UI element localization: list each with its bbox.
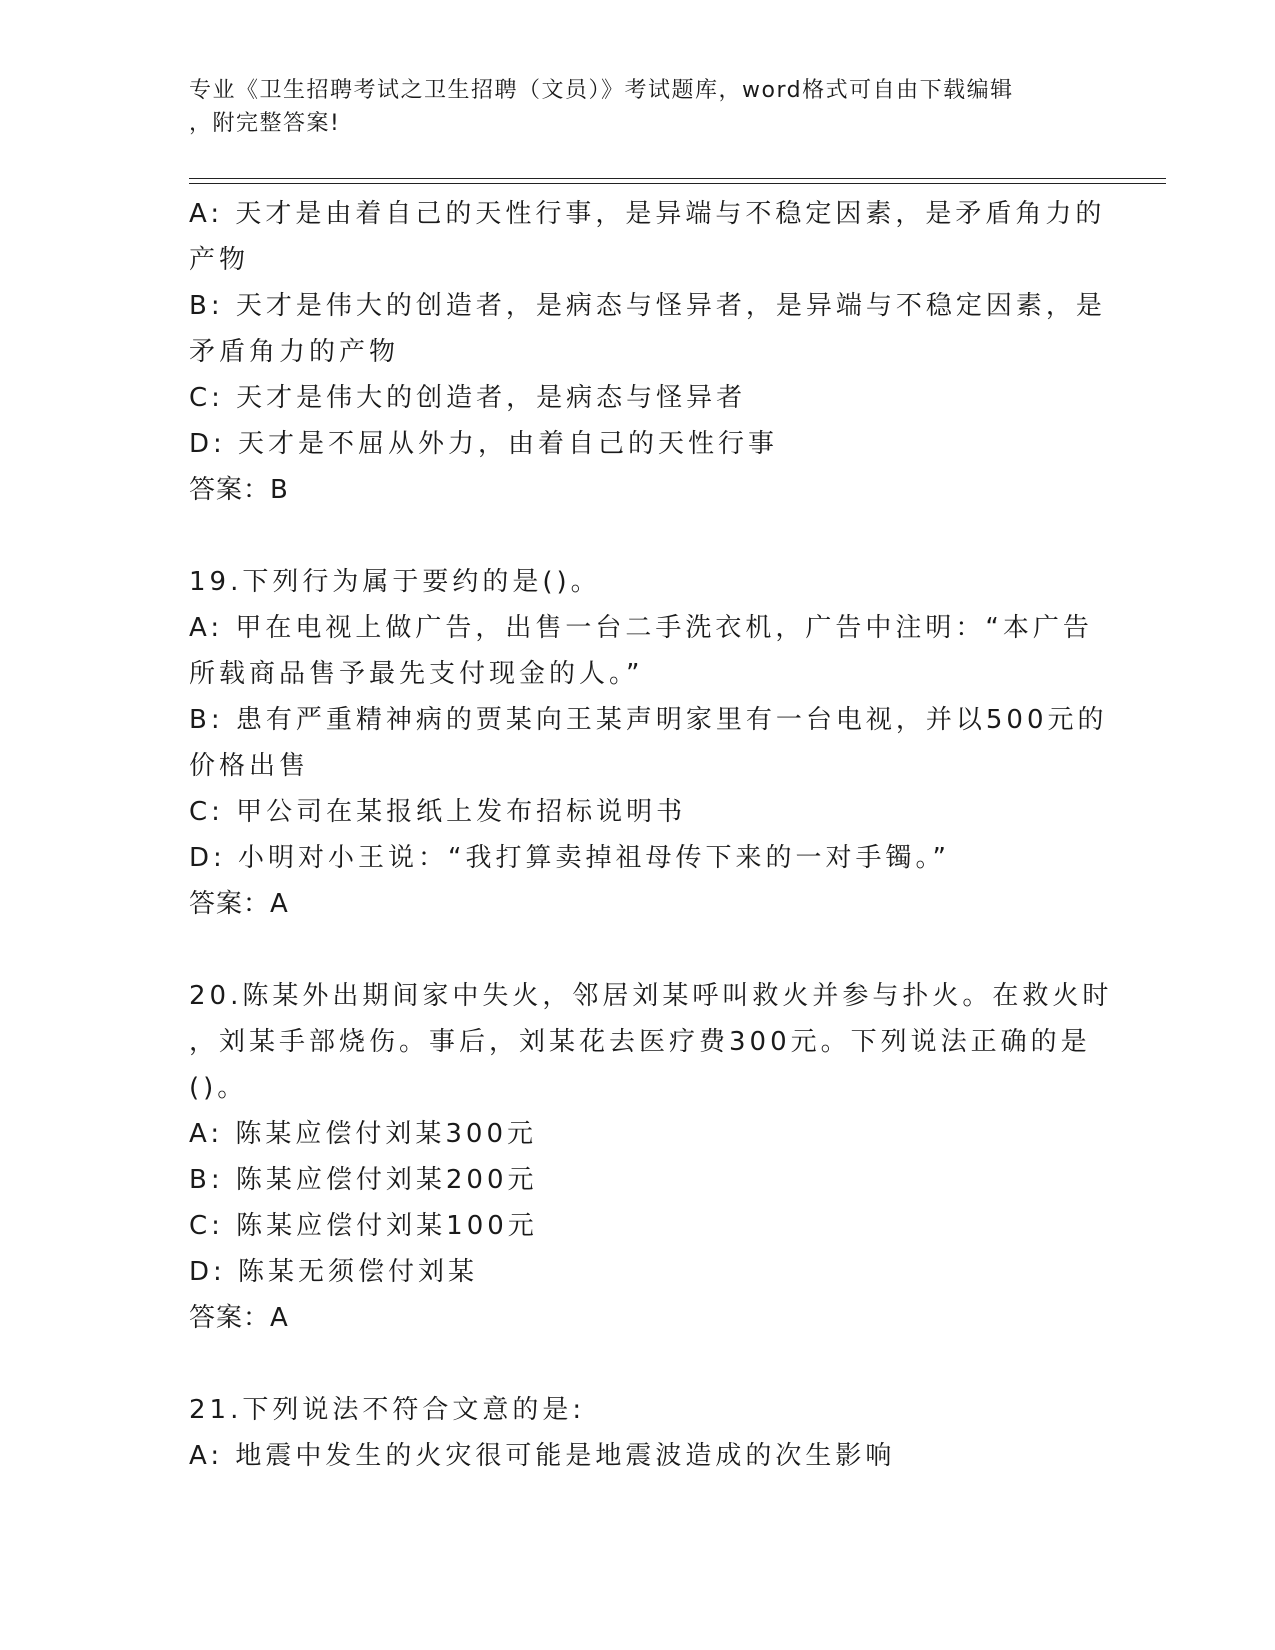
option-b-line-2: 价格出售 — [189, 751, 310, 781]
option-b-line-1: B: 天才是伟大的创造者，是病态与怪异者，是异端与不稳定因素，是 — [189, 291, 1106, 321]
answer-line: 答案：A — [189, 889, 289, 919]
option-a-line-1: A: 甲在电视上做广告，出售一台二手洗衣机，广告中注明：“本广告 — [189, 613, 1093, 643]
header-line-2: ，附完整答案! — [189, 111, 341, 136]
option-b-line-2: 矛盾角力的产物 — [189, 337, 400, 367]
header-rule-top — [189, 178, 1166, 179]
header-line-1: 专业《卫生招聘考试之卫生招聘（文员）》考试题库，word格式可自由下载编辑 — [189, 78, 1014, 103]
option-a-line-2: 所载商品售予最先支付现金的人。” — [189, 659, 644, 689]
question-stem-line-1: 20.陈某外出期间家中失火，邻居刘某呼叫救火并参与扑火。在救火时 — [189, 981, 1113, 1011]
option-b-line-1: B: 患有严重精神病的贾某向王某声明家里有一台电视，并以500元的 — [189, 705, 1108, 735]
option-c: C: 天才是伟大的创造者，是病态与怪异者 — [189, 383, 747, 413]
option-a-line-1: A: 天才是由着自己的天性行事，是异端与不稳定因素，是矛盾角力的 — [189, 199, 1106, 229]
option-d: D: 小明对小王说：“我打算卖掉祖母传下来的一对手镯。” — [189, 843, 950, 873]
question-gap — [189, 513, 1089, 559]
header-rule-bottom — [189, 183, 1166, 184]
question-18-block — [189, 191, 1106, 513]
question-21-block — [189, 1387, 1089, 1479]
option-c: C: 甲公司在某报纸上发布招标说明书 — [189, 797, 687, 827]
option-d: D: 天才是不屈从外力，由着自己的天性行事 — [189, 429, 779, 459]
option-a-line-2: 产物 — [189, 245, 250, 275]
question-stem: 19.下列行为属于要约的是()。 — [189, 567, 601, 597]
option-d: D: 陈某无须偿付刘某 — [189, 1257, 479, 1287]
option-c: C: 陈某应偿付刘某100元 — [189, 1211, 538, 1241]
answer-line: 答案：B — [189, 475, 289, 505]
question-stem-line-2: ，刘某手部烧伤。事后，刘某花去医疗费300元。下列说法正确的是 — [189, 1027, 1091, 1057]
option-a: A: 陈某应偿付刘某300元 — [189, 1119, 537, 1149]
option-a: A: 地震中发生的火灾很可能是地震波造成的次生影响 — [189, 1441, 896, 1471]
document-body — [189, 191, 1113, 1479]
question-gap — [189, 1341, 1089, 1387]
question-20-block — [189, 973, 1113, 1341]
document-header — [189, 74, 1069, 140]
option-b: B: 陈某应偿付刘某200元 — [189, 1165, 538, 1195]
question-stem: 21.下列说法不符合文意的是: — [189, 1395, 586, 1425]
answer-line: 答案：A — [189, 1303, 289, 1333]
question-stem-line-3: ()。 — [189, 1073, 248, 1103]
question-gap — [189, 927, 1089, 973]
question-19-block — [189, 559, 1108, 927]
